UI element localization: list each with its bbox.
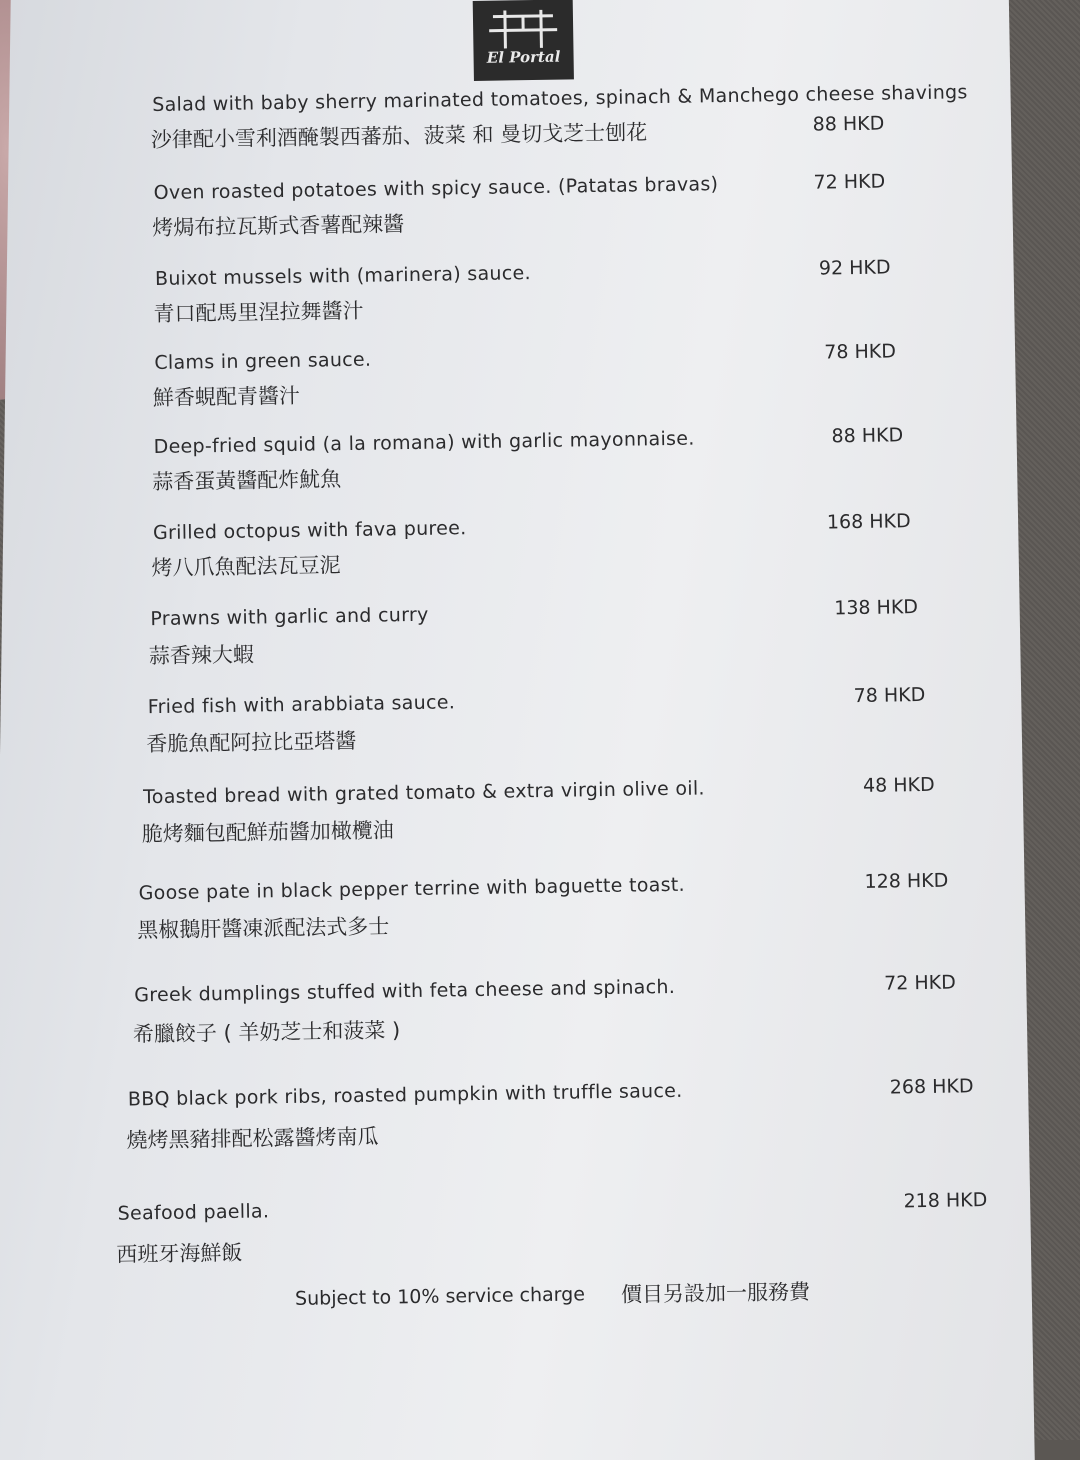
menu-item-name-en: Prawns with garlic and curry bbox=[150, 604, 429, 630]
menu-item bbox=[3, 867, 1080, 954]
service-charge-note-zh: 價目另設加一服務費 bbox=[621, 1276, 810, 1309]
menu-item-name-en: Seafood paella. bbox=[118, 1200, 270, 1224]
menu-item-name-zh: 青口配馬里涅拉舞醬汁 bbox=[153, 295, 363, 328]
menu-item-name-zh: 烤八爪魚配法瓦豆泥 bbox=[151, 549, 340, 582]
menu-item-price: 268 HKD bbox=[890, 1075, 974, 1098]
menu-item-name-zh: 烤焗布拉瓦斯式香薯配辣醬 bbox=[152, 208, 404, 242]
menu-item-name-en: Oven roasted potatoes with spicy sauce. (Patatas bravas) bbox=[154, 173, 719, 204]
menu-item-name-en: Buixot mussels with (marinera) sauce. bbox=[155, 262, 531, 290]
menu-item bbox=[8, 1187, 1080, 1274]
menu-item-name-zh: 蒜香辣大蝦 bbox=[149, 638, 254, 670]
menu-item-price: 128 HKD bbox=[864, 870, 948, 893]
menu-item-price: 78 HKD bbox=[853, 684, 925, 707]
menu-item bbox=[0, 508, 1078, 595]
menu-item-price: 92 HKD bbox=[819, 256, 891, 279]
menu-item bbox=[1, 772, 1080, 859]
menu-item bbox=[0, 682, 1080, 769]
menu-item bbox=[0, 254, 1074, 341]
menu-item-name-en: Fried fish with arabbiata sauce. bbox=[148, 691, 456, 718]
logo-text: El Portal bbox=[487, 48, 561, 67]
menu-item-name-zh: 希臘餃子 ( 羊奶芝士和菠菜 ) bbox=[133, 1014, 401, 1048]
menu-item bbox=[0, 422, 1076, 509]
menu-item bbox=[0, 594, 1079, 681]
menu-item-name-zh: 黑椒鵝肝醬凍派配法式多士 bbox=[137, 910, 389, 944]
menu-item-name-zh: 燒烤黑豬排配松露醬烤南瓜 bbox=[126, 1121, 378, 1155]
menu-item-name-zh: 脆烤麵包配鮮茄醬加橄欖油 bbox=[141, 814, 393, 848]
menu-item bbox=[6, 1073, 1080, 1160]
menu-item-price: 88 HKD bbox=[831, 424, 903, 447]
menu-item-name-en: Deep-fried squid (a la romana) with garlic mayonnaise. bbox=[153, 428, 694, 458]
menu-item-name-en: Salad with baby sherry marinated tomatoes, spinach & Manchego cheese shavings bbox=[152, 81, 968, 116]
menu-item-price: 168 HKD bbox=[827, 510, 911, 533]
logo-emblem-icon bbox=[483, 6, 564, 51]
menu-item-name-zh: 鮮香蜆配青醬汁 bbox=[153, 380, 300, 412]
menu-item-price: 78 HKD bbox=[824, 340, 896, 363]
menu-item-price: 138 HKD bbox=[834, 596, 918, 619]
menu-item-name-zh: 沙律配小雪利酒醃製西蕃茄、菠菜 和 曼切戈芝士刨花 bbox=[151, 116, 648, 154]
menu-item-price: 48 HKD bbox=[863, 774, 935, 797]
menu-item bbox=[0, 168, 1072, 255]
service-charge-note-en: Subject to 10% service charge bbox=[295, 1283, 585, 1310]
menu-item-name-zh: 蒜香蛋黃醬配炸魷魚 bbox=[152, 463, 341, 496]
menu-item bbox=[0, 80, 1071, 167]
menu-item-name-en: Goose pate in black pepper terrine with baguette toast. bbox=[139, 874, 686, 905]
menu-item-name-en: Greek dumplings stuffed with feta cheese and spinach. bbox=[134, 976, 675, 1006]
menu-item-price: 72 HKD bbox=[884, 972, 956, 995]
menu-item-name-en: Toasted bread with grated tomato & extra virgin olive oil. bbox=[143, 777, 705, 808]
menu-item-price: 72 HKD bbox=[813, 171, 885, 194]
menu-item-price: 88 HKD bbox=[813, 113, 885, 136]
menu-item bbox=[4, 969, 1080, 1056]
menu-item-name-zh: 西班牙海鮮飯 bbox=[116, 1237, 242, 1269]
menu-item bbox=[0, 338, 1075, 425]
menu-item-name-en: Clams in green sauce. bbox=[154, 349, 371, 374]
menu-item-name-zh: 香脆魚配阿拉比亞塔醬 bbox=[146, 725, 356, 758]
menu-item-name-en: Grilled octopus with fava puree. bbox=[153, 517, 467, 544]
menu-item-name-en: BBQ black pork ribs, roasted pumpkin with truffle sauce. bbox=[128, 1080, 683, 1111]
menu-item-price: 218 HKD bbox=[903, 1189, 987, 1212]
restaurant-logo bbox=[473, 0, 574, 81]
